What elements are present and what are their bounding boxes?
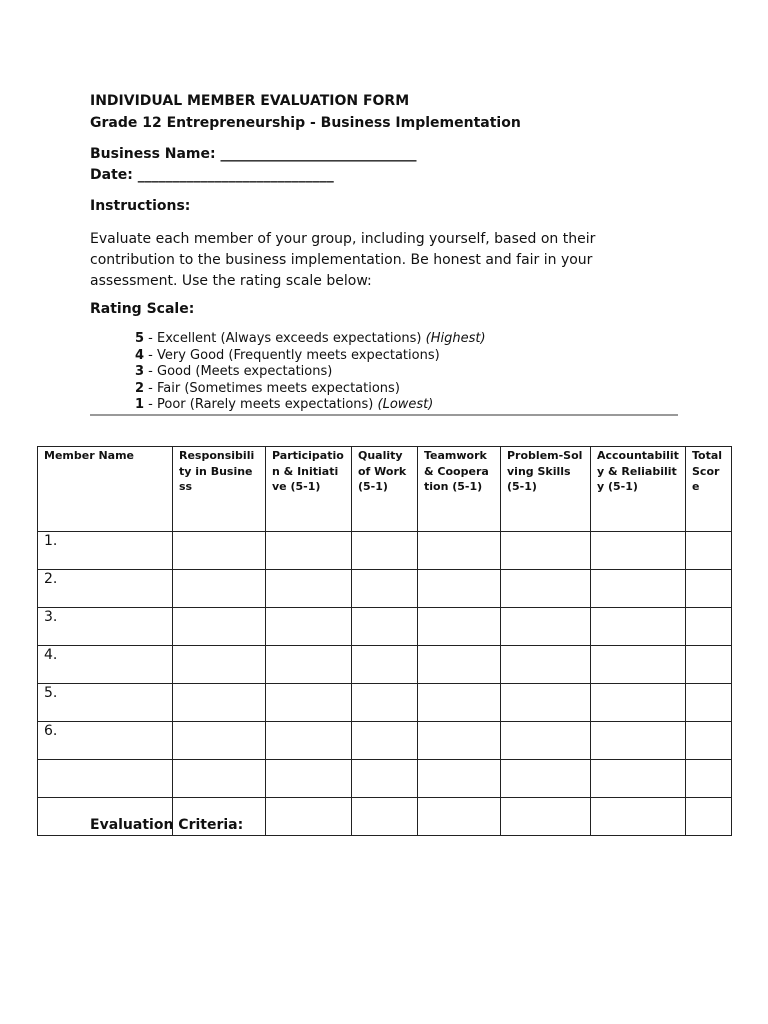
rating-scale-heading: Rating Scale: <box>90 301 195 317</box>
column-header-participation: Participation & Initiative (5-1) <box>266 447 352 532</box>
score-cell <box>352 684 418 722</box>
score-cell <box>418 570 501 608</box>
member-name-cell: 2. <box>38 570 173 608</box>
score-cell <box>686 646 732 684</box>
member-name-cell: 1. <box>38 532 173 570</box>
form-title: INDIVIDUAL MEMBER EVALUATION FORM <box>90 93 410 109</box>
score-cell <box>591 570 686 608</box>
column-header-teamwork: Teamwork & Cooperation (5-1) <box>418 447 501 532</box>
evaluation-criteria-heading: Evaluation Criteria: <box>90 817 244 833</box>
column-header-member-name: Member Name <box>38 447 173 532</box>
rating-description: - Very Good (Frequently meets expectations) <box>144 347 440 363</box>
score-cell <box>686 760 732 798</box>
score-cell <box>501 570 591 608</box>
column-header-total-score: Total Score <box>686 447 732 532</box>
table-row <box>38 608 732 646</box>
score-cell <box>418 684 501 722</box>
table-row <box>38 646 732 684</box>
column-header-problem-solving: Problem-Solving Skills (5-1) <box>501 447 591 532</box>
table-row <box>38 684 732 722</box>
score-cell <box>501 798 591 836</box>
score-cell <box>418 760 501 798</box>
score-cell <box>418 608 501 646</box>
score-cell <box>266 798 352 836</box>
rating-scale-item <box>135 364 486 381</box>
table-row <box>38 760 732 798</box>
member-name-cell <box>38 760 173 798</box>
member-name-cell: 5. <box>38 684 173 722</box>
rating-number: 5 <box>135 331 145 346</box>
score-cell <box>173 684 266 722</box>
score-cell <box>591 684 686 722</box>
rating-number: 3 <box>135 364 145 380</box>
rating-number: 2 <box>135 380 145 396</box>
evaluation-table <box>37 446 732 836</box>
instructions-text: Evaluate each member of your group, including yourself, based on their contribution to the business implementation. Be honest and fair in your assessment. Use the rating scale below: <box>90 231 596 289</box>
horizontal-divider <box>90 414 678 416</box>
score-cell <box>501 760 591 798</box>
score-cell <box>352 798 418 836</box>
score-cell <box>591 646 686 684</box>
score-cell <box>266 760 352 798</box>
rating-description: - Fair (Sometimes meets expectations) <box>144 380 400 396</box>
member-name-cell: 4. <box>38 646 173 684</box>
score-cell <box>418 532 501 570</box>
score-cell <box>173 608 266 646</box>
score-cell <box>352 570 418 608</box>
table-row <box>38 722 732 760</box>
rating-number: 1 <box>135 397 145 413</box>
score-cell <box>686 532 732 570</box>
score-cell <box>686 722 732 760</box>
score-cell <box>418 646 501 684</box>
table-header-row <box>38 447 732 532</box>
score-cell <box>686 684 732 722</box>
score-cell <box>501 532 591 570</box>
score-cell <box>352 608 418 646</box>
score-cell <box>501 608 591 646</box>
score-cell <box>173 760 266 798</box>
rating-scale-item <box>135 397 486 414</box>
score-cell <box>501 722 591 760</box>
score-cell <box>266 570 352 608</box>
rating-description: - Poor (Rarely meets expectations) <box>144 397 378 413</box>
score-cell <box>352 532 418 570</box>
column-header-responsibility: Responsibility in Business <box>173 447 266 532</box>
rating-note: (Highest) <box>425 331 486 346</box>
score-cell <box>686 570 732 608</box>
column-header-accountability: Accountability & Reliability (5-1) <box>591 447 686 532</box>
score-cell <box>266 722 352 760</box>
table-row <box>38 570 732 608</box>
score-cell <box>352 722 418 760</box>
member-name-cell: 6. <box>38 722 173 760</box>
score-cell <box>266 608 352 646</box>
score-cell <box>352 646 418 684</box>
score-cell <box>591 532 686 570</box>
score-cell <box>501 646 591 684</box>
rating-description: - Excellent (Always exceeds expectations) <box>144 331 426 346</box>
column-header-quality: Quality of Work (5-1) <box>352 447 418 532</box>
score-cell <box>173 532 266 570</box>
score-cell <box>418 722 501 760</box>
score-cell <box>591 798 686 836</box>
score-cell <box>266 646 352 684</box>
score-cell <box>266 532 352 570</box>
score-cell <box>591 722 686 760</box>
member-name-cell: 3. <box>38 608 173 646</box>
business-name-field: Business Name: ____________________________ <box>90 146 417 162</box>
score-cell <box>686 798 732 836</box>
score-cell <box>591 760 686 798</box>
score-cell <box>173 646 266 684</box>
score-cell <box>266 684 352 722</box>
score-cell <box>686 608 732 646</box>
rating-scale-item <box>135 381 486 398</box>
score-cell <box>418 798 501 836</box>
rating-scale-list <box>135 331 486 414</box>
score-cell <box>173 570 266 608</box>
instructions-heading: Instructions: <box>90 198 191 214</box>
rating-number: 4 <box>135 347 145 363</box>
score-cell <box>173 722 266 760</box>
rating-scale-item <box>135 331 486 348</box>
date-field: Date: ____________________________ <box>90 167 334 183</box>
score-cell <box>591 608 686 646</box>
rating-description: - Good (Meets expectations) <box>144 364 333 380</box>
rating-note: (Lowest) <box>377 397 434 413</box>
form-subtitle: Grade 12 Entrepreneurship - Business Implementation <box>90 115 521 131</box>
table-row <box>38 532 732 570</box>
rating-scale-item <box>135 348 486 365</box>
score-cell <box>352 760 418 798</box>
score-cell <box>501 684 591 722</box>
